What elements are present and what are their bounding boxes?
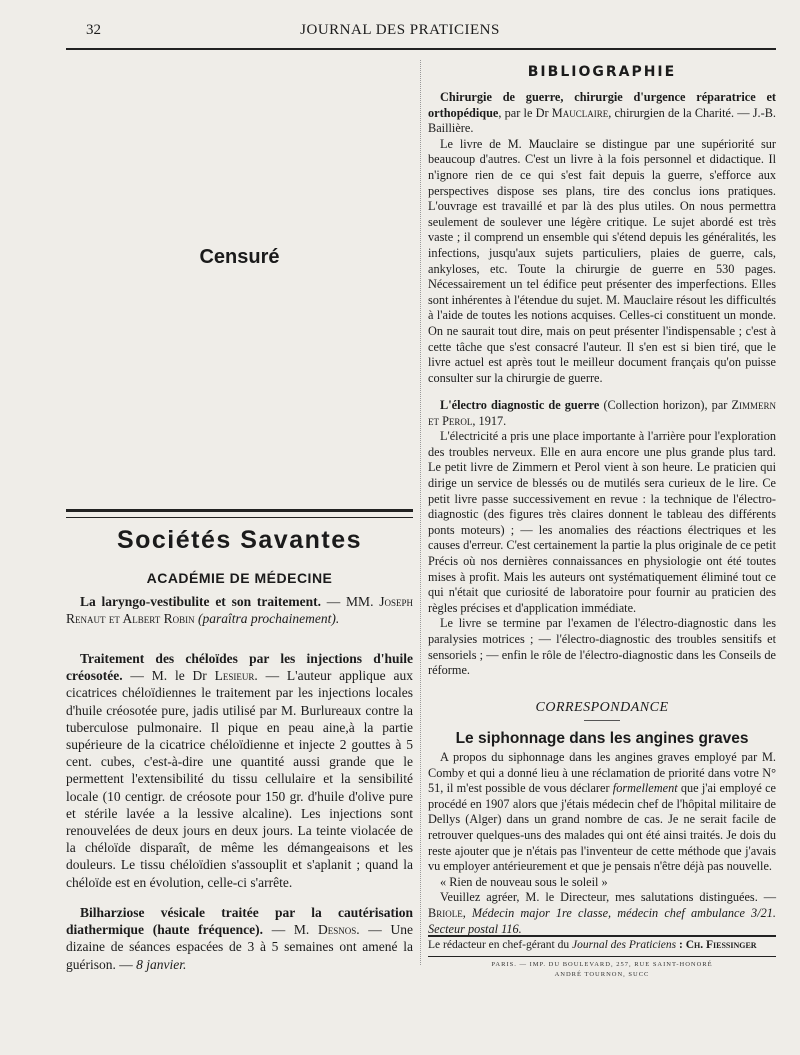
article-title: Traitement des chéloïdes par les injections d'huile créosotée. [66,651,413,684]
censored-notice: Censuré [199,246,280,268]
review-year: , 1917. [472,413,507,428]
printer-successor: ANDRÉ TOURNON, SUCC [554,971,650,978]
letter-signature: Briole [428,905,463,920]
letter-text: que j'ai employé ce procédé en 1907 alors que j'étais médecin chef de l'hôpital militaire de Dellys (Alger) dans un grand nombre de cas. Je ne serait facile de retrouver quelques-uns des malades qui ont été ainsi traités. Je dois du reste ajouter que je n'étais pas l'inventeur de cette méthode que j'avais vu employer antérieurement et que je pensais n'être déjà pas nouvelle. [428,781,776,874]
article-lead: — M. le Dr [122,668,215,684]
article-title: La laryngo-vestibulite et son traitement. [80,594,321,609]
review-lead: (Collection horizon), par [599,398,732,412]
review-lead: , par le Dr [498,105,552,120]
header-rule [66,48,776,50]
article-author: Lesieur [214,668,255,684]
review-chirurgie [428,90,776,386]
editor-text: Le rédacteur en chef-gérant du [428,939,572,951]
footer-rule [428,935,776,937]
page-number: 32 [86,22,101,38]
correspondence-rule [584,720,620,721]
article-cheloides [66,650,413,891]
section-rule [66,509,413,518]
article-bilharziose [66,904,413,973]
printer-address: PARIS. — IMP. DU BOULEVARD, 257, RUE SAINT-HONORÉ [491,961,713,968]
letter-emphasis: formellement [612,781,678,796]
article-author: Desnos [317,922,357,938]
article-authors: Joseph Renaut et Albert Robin [66,594,413,627]
article-laryngo [66,593,413,627]
review-title: Chirurgie de guerre, chirurgie d'urgence réparatrice et orthopédique [428,90,776,120]
journal-title: JOURNAL DES PRATICIENS [300,22,500,38]
editor-name: : Ch. Fiessinger [676,939,757,951]
printer-imprint [428,960,776,980]
letter-title: Le siphonnage dans les angines graves [455,730,749,747]
review-publisher: , chirurgien de la Charité. — J.-B. Baillière. [428,105,776,136]
journal-name: Journal des Praticiens [571,939,677,951]
review-body: L'électricité a pris une place importante à l'arrière pour l'exploration des troubles nerveux. Elle en aura encore une plus grande plus tard. Le petit livre de Zimmern et Perol vient à son heure. Le praticien qui dirige un service de blessés ou de mutilés sera curieux de le lire. Ce petit livre passe successivement en revue : la technique de l'électro-diagnostic (des figures très claires donnent le tableau des différents ponts moteurs) ; — les anomalies des réactions électriques et les causes d'erreur. C'est certainement la partie la plus originale de ce petit Précis où nos dernières connaissances en physiologie ont été toutes mises à profit. Mais les auteurs ont systématiquement éliminé tout ce qui n'était que curiosité de laboratoire pour fournir au praticien des règles précises et d'application immédiate. [428,429,776,615]
review-body-end: Le livre se termine par l'examen de l'électro-diagnostic dans les paralysies motrices ; — l'électro-diagnostic des troubles sensitifs et sensoriels ; — enfin le rôle de l'électro-diagnostic dans les Conseils de réforme. [428,616,776,678]
column-divider [420,60,421,965]
letter-body [428,750,776,937]
letter-closing: Veuillez agréer, M. le Directeur, mes salutations distinguées. — [440,890,776,905]
article-title: Bilharziose vésicale traitée par la cautérisation diathermique (haute fréquence). [66,905,413,938]
review-body: Le livre de M. Mauclaire se distingue par une supériorité sur beaucoup d'autres. C'est un livre à la fois personnel et didactique. Il n'ignore rien de ce qui s'est fait depuis la guerre, s'efforce aux perspectives dispose ses plans, tire des conclus ions pratiques. L'ouvrage est travaillé et par là des plus utiles. On nous permettra seulement de soulever une légère critique. Le sujet abordé est très vaste ; il comprend un ensemble qui s'étend depuis les généralités, les infections, jusqu'aux sujets particuliers, plaies de guerre, cals, ankyloses, etc. Toute la chirurgie de guerre en 530 pages. Nécessairement un tel édifice peut présenter des imperfections. Elles sont inhérentes à l'étendue du sujet. M. Mauclaire résout les difficultés à l'aide de toutes les notions acquises. Celles-ci constituent un monde. On ne saurait tout dire, mais on peut présenter l'indispensable ; c'est à cette tâche que s'est consacré l'auteur. Il s'en est si bien tiré, que le livre actuel est après tout le meilleur document français qu'on puisse consulter sur la chirurgie de guerre. [428,136,776,385]
section-title: Sociétés Savantes [116,526,363,554]
editor-line [428,939,776,951]
review-author: Mauclaire [551,105,609,120]
academy-heading: ACADÉMIE DE MÉDECINE [146,570,333,586]
running-header [0,22,800,44]
correspondence-heading: CORRESPONDANCE [535,700,669,715]
article-note: (paraîtra prochainement). [194,611,340,627]
review-title: L'électro diagnostic de guerre [440,398,600,412]
footer-rule-thin [428,956,776,957]
letter-signature-title: , Médecin major 1re classe, médecin chef ambulance 3/21. Secteur postal 116. [428,905,776,936]
article-body: . — Une dizaine de séances espacées de 3 à 5 semaines ont amené la guérison. — [66,922,413,972]
bibliography-heading: BIBLIOGRAPHIE [527,64,677,80]
letter-quote: « Rien de nouveau sous le soleil » [440,874,608,889]
article-date: 8 janvier. [136,956,187,972]
article-lead: — M. [263,922,318,938]
article-lead: — MM. [320,594,380,609]
article-body: . — L'auteur applique aux cicatrices chéloïdiennes le traitement par les injections locales d'huile créosotée pure, jadis utilisé par M. Burlureaux contre la tuberculose pulmonaire. Il pique en peau aine,à la partie supérieure de la cicatrice chéloïdienne et injecte 2 gouttes à 5 cent. cubes, c'est-à-dire une quantité aussi grande que le permettent l'extensibilité du tissu cellulaire et la sensibilité locale (10 centigr. de créosote pour 150 gr. d'huile d'olive pure et stérile lavée a la lessive alcaline). Les injections sont renouvelées de deux jours en deux jours. La teinte violacée de la chéloïde disparaît, de même les démangeaisons et les douleurs. Le tissu chéloïdien s'assouplit et s'aplanit ; quand la chéloïde est en évolution, celle-ci s'arrête. [66,668,413,890]
review-author: Zimmern et Perol [428,398,776,428]
review-electro [428,398,776,679]
letter-text: A propos du siphonnage dans les angines graves employé par M. Comby et qui a donné lieu à une réclamation de priorité dans votre N° 51, il m'est possible de vous déclarer [428,750,776,796]
